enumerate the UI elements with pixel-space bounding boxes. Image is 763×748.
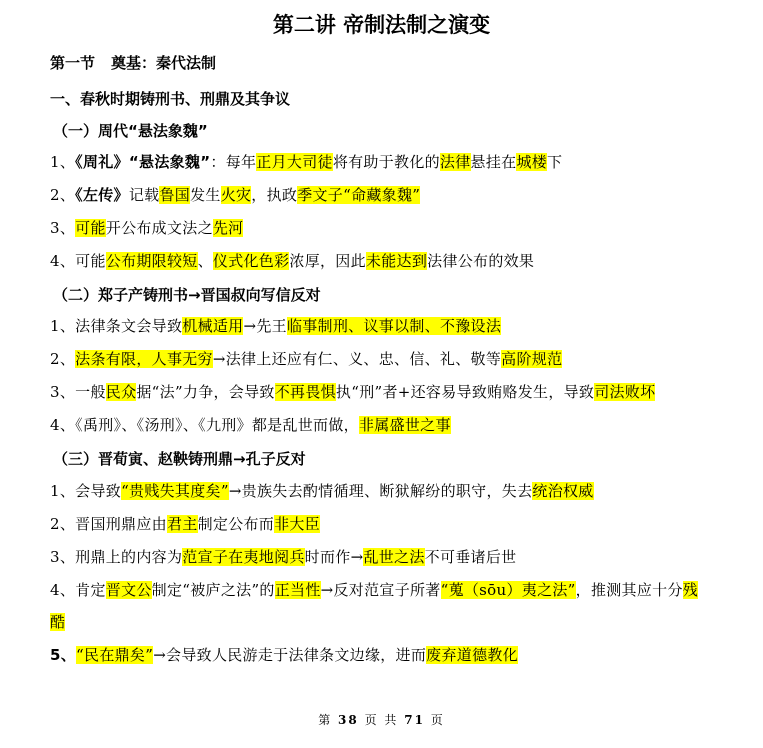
heading-level-1: 一、春秋时期铸刑书、刑鼎及其争议 — [50, 90, 291, 108]
subheading-3: （三）晋荀寅、赵鞅铸刑鼎→孔子反对 — [53, 450, 306, 468]
page-title: 第二讲 帝制法制之演变 — [272, 13, 491, 37]
list-item: 4、肯定晋文公制定“被庐之法”的正当性→反对范宣子所著“蒐（sōu）夷之法”，推测其应十分残 — [50, 581, 699, 599]
section-name: 奠基：秦代法制 — [111, 54, 217, 72]
list-item-continuation: 酷 — [50, 613, 66, 631]
list-item: 2、晋国刑鼎应由君主制定公布而非大臣 — [50, 515, 320, 533]
list-item: 3、刑鼎上的内容为范宣子在夷地阅兵时而作→乱世之法不可垂诸后世 — [50, 548, 517, 566]
list-item: 4、可能公布期限较短、仪式化色彩浓厚，因此未能达到法律公布的效果 — [50, 252, 535, 270]
list-item: 5、“民在鼎矣”→会导致人民游走于法律条文边缘，进而废弃道德教化 — [50, 646, 518, 664]
total-page-count: 71 — [404, 713, 425, 727]
list-item: 1、会导致“贵贱失其度矣”→贵族失去酌情循理、断狱解纷的职守，失去统治权威 — [50, 482, 594, 500]
list-item: 1、《周礼》“悬法象魏”：每年正月大司徒将有助于教化的法律悬挂在城楼下 — [50, 153, 563, 171]
section-number: 第一节 — [50, 54, 96, 72]
current-page-number: 38 — [338, 713, 359, 727]
subheading-2: （二）郑子产铸刑书→晋国叔向写信反对 — [53, 286, 321, 304]
list-item: 3、可能开公布成文法之先河 — [50, 219, 244, 237]
list-item: 1、法律条文会导致机械适用→先王临事制刑、议事以制、不豫设法 — [50, 317, 502, 335]
list-item: 3、一般民众据“法”力争，会导致不再畏惧执“刑”者+还容易导致贿赂发生，导致司法败坏 — [50, 383, 656, 401]
section-heading — [50, 52, 216, 74]
list-item: 2、《左传》记载鲁国发生火灾，执政季文子“命藏象魏” — [50, 186, 421, 204]
list-item: 2、法条有限，人事无穷→法律上还应有仁、义、忠、信、礼、敬等高阶规范 — [50, 350, 563, 368]
page-footer: 第 38 页 共 71 页 — [318, 713, 445, 727]
subheading-1: （一）周代“悬法象魏” — [53, 122, 208, 140]
list-item: 4、《禹刑》、《汤刑》、《九刑》都是乱世而做，非属盛世之事 — [50, 416, 451, 434]
